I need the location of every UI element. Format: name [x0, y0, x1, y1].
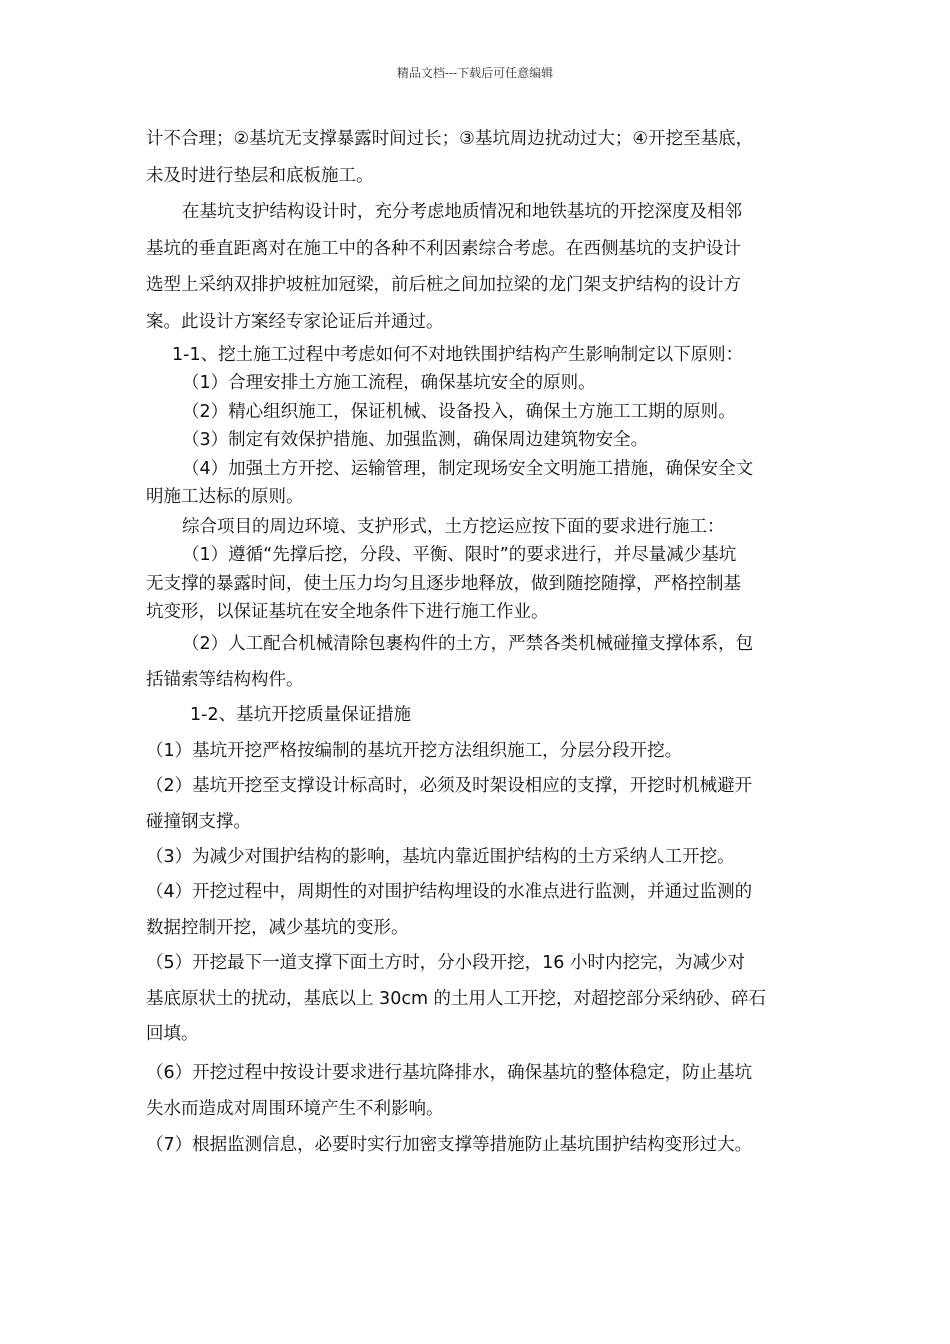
text-line: 回填。	[146, 1024, 199, 1044]
text-line: （4）加强土方开挖、运输管理，制定现场安全文明施工措施，确保安全文	[182, 459, 754, 479]
text-line: 1-1、挖土施工过程中考虑如何不对地铁围护结构产生影响制定以下原则：	[172, 345, 744, 365]
text-line: 案。此设计方案经专家论证后并通过。	[146, 312, 444, 332]
text-line: （2）人工配合机械清除包裹构件的土方，严禁各类机械碰撞支撑体系，包	[182, 634, 754, 654]
text-line: 未及时进行垫层和底板施工。	[146, 166, 374, 186]
text-line: 坑变形，以保证基坑在安全地条件下进行施工作业。	[146, 602, 549, 622]
text-line: （1）基坑开挖严格按编制的基坑开挖方法组织施工，分层分段开挖。	[146, 741, 683, 761]
text-line: （7）根据监测信息，必要时实行加密支撑等措施防止基坑围护结构变形过大。	[146, 1135, 753, 1155]
text-line: 明施工达标的原则。	[146, 487, 304, 507]
text-line: 在基坑支护结构设计时，充分考虑地质情况和地铁基坑的开挖深度及相邻	[182, 202, 742, 222]
text-line: 基底原状土的扰动，基底以上 30cm 的土用人工开挖，对超挖部分采纳砂、碎石	[146, 989, 767, 1009]
text-line: （2）精心组织施工，保证机械、设备投入，确保土方施工工期的原则。	[182, 402, 736, 422]
text-line: 计不合理；②基坑无支撑暴露时间过长；③基坑周边扰动过大；④开挖至基底，	[146, 129, 754, 149]
text-line: 碰撞钢支撑。	[146, 812, 251, 832]
text-line: （3）为减少对围护结构的影响，基坑内靠近围护结构的土方采纳人工开挖。	[146, 847, 735, 867]
text-line: 综合项目的周边环境、支护形式，土方挖运应按下面的要求进行施工：	[182, 517, 725, 537]
page-header: 精品文档---下载后可任意编辑	[396, 66, 554, 80]
text-line: （6）开挖过程中按设计要求进行基坑降排水，确保基坑的整体稳定，防止基坑	[146, 1063, 753, 1083]
text-line: 无支撑的暴露时间，使土压力均匀且逐步地释放，做到随挖随撑，严格控制基	[146, 574, 741, 594]
text-line: （1）合理安排土方施工流程，确保基坑安全的原则。	[182, 373, 596, 393]
text-line: （3）制定有效保护措施、加强监测，确保周边建筑物安全。	[182, 430, 649, 450]
text-line: （1）遵循“先撑后挖，分段、平衡、限时”的要求进行，并尽量减少基坑	[182, 545, 737, 565]
text-line: 括锚索等结构构件。	[146, 670, 304, 690]
text-line: 失水而造成对周围环境产生不利影响。	[146, 1099, 444, 1119]
text-line: （4）开挖过程中，周期性的对围护结构埋设的水准点进行监测，并通过监测的	[146, 882, 753, 902]
section-heading: 1-2、基坑开挖质量保证措施	[190, 705, 412, 725]
text-line: （5）开挖最下一道支撑下面土方时，分小段开挖，16 小时内挖完，为减少对	[146, 953, 745, 973]
text-line: 数据控制开挖，减少基坑的变形。	[146, 918, 409, 938]
text-line: 基坑的垂直距离对在施工中的各种不利因素综合考虑。在西侧基坑的支护设计	[146, 239, 741, 259]
text-line: 选型上采纳双排护坡桩加冠梁，前后桩之间加拉梁的龙门架支护结构的设计方	[146, 275, 741, 295]
text-line: （2）基坑开挖至支撑设计标高时，必须及时架设相应的支撑，开挖时机械避开	[146, 776, 753, 796]
